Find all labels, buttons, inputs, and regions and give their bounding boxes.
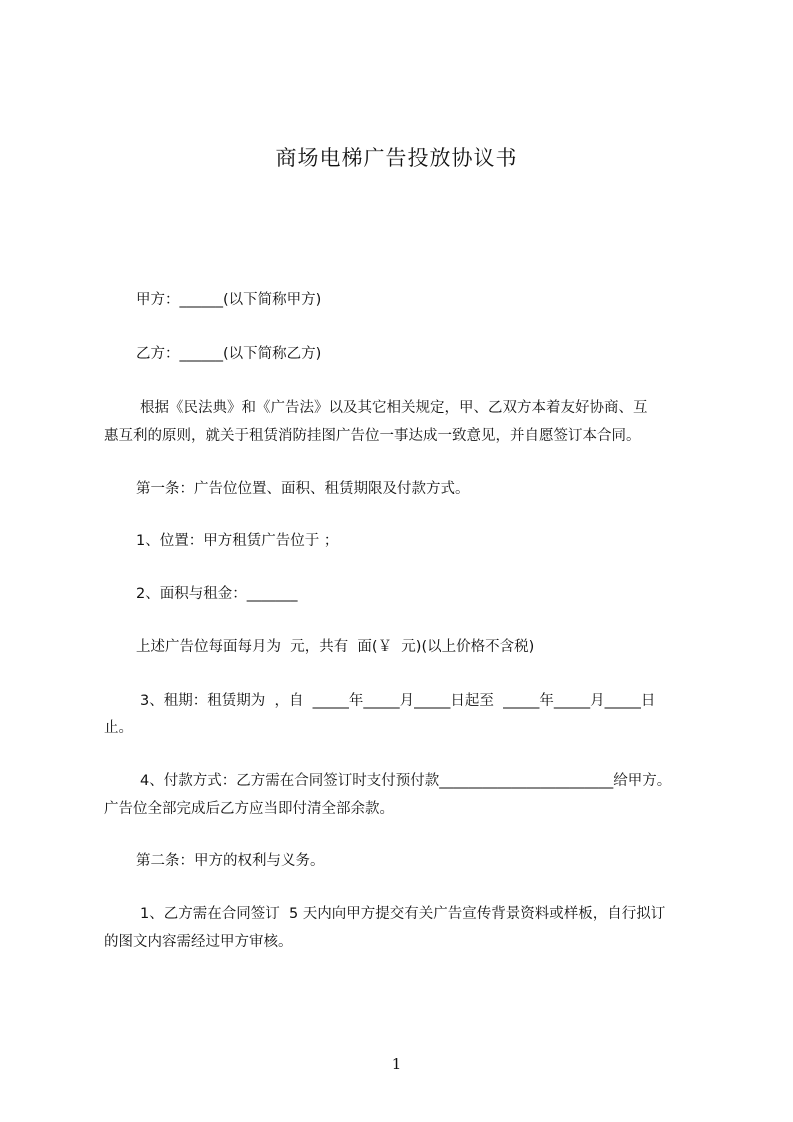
article-2-heading: 第二条：甲方的权利与义务。 (136, 853, 325, 869)
article-1-item-4-line-1: 4、付款方式：乙方需在合同签订时支付预付款________________________给甲方。 (140, 773, 672, 789)
article-1-heading: 第一条：广告位位置、面积、租赁期限及付款方式。 (136, 481, 470, 497)
intro-paragraph-line-2: 惠互利的原则，就关于租赁消防挂图广告位一事达成一致意见，并自愿签订本合同。 (104, 428, 641, 444)
article-1-item-3-line-1: 3、租期：租赁期为 ，自 _____年_____月_____日起至 _____年_____月_____日 (140, 693, 656, 709)
article-1-item-4-line-2: 广告位全部完成后乙方应当即付清全部余款。 (104, 801, 394, 817)
article-1-item-1-location: 1、位置：甲方租赁广告位于 ； (136, 533, 339, 549)
intro-paragraph-line-1: 根据《民法典》和《广告法》以及其它相关规定，甲、乙双方本着友好协商、互 (140, 400, 648, 416)
party-b-line: 乙方：______(以下简称乙方) (136, 346, 322, 362)
document-title: 商场电梯广告投放协议书 (275, 146, 518, 170)
article-1-item-3-line-2: 止。 (104, 720, 133, 736)
article-2-item-1-line-1: 1、乙方需在合同签订 5 天内向甲方提交有关广告宣传背景资料或样板，自行拟订 (140, 906, 666, 922)
page-number: 1 (391, 1055, 402, 1073)
article-2-item-1-line-2: 的图文内容需经过甲方审核。 (104, 934, 293, 950)
party-a-line: 甲方：______(以下简称甲方) (136, 292, 322, 308)
article-1-item-2-price: 上述广告位每面每月为 元，共有 面(￥ 元)(以上价格不含税) (136, 639, 535, 655)
article-1-item-2-area: 2、面积与租金：_______ (136, 586, 298, 602)
